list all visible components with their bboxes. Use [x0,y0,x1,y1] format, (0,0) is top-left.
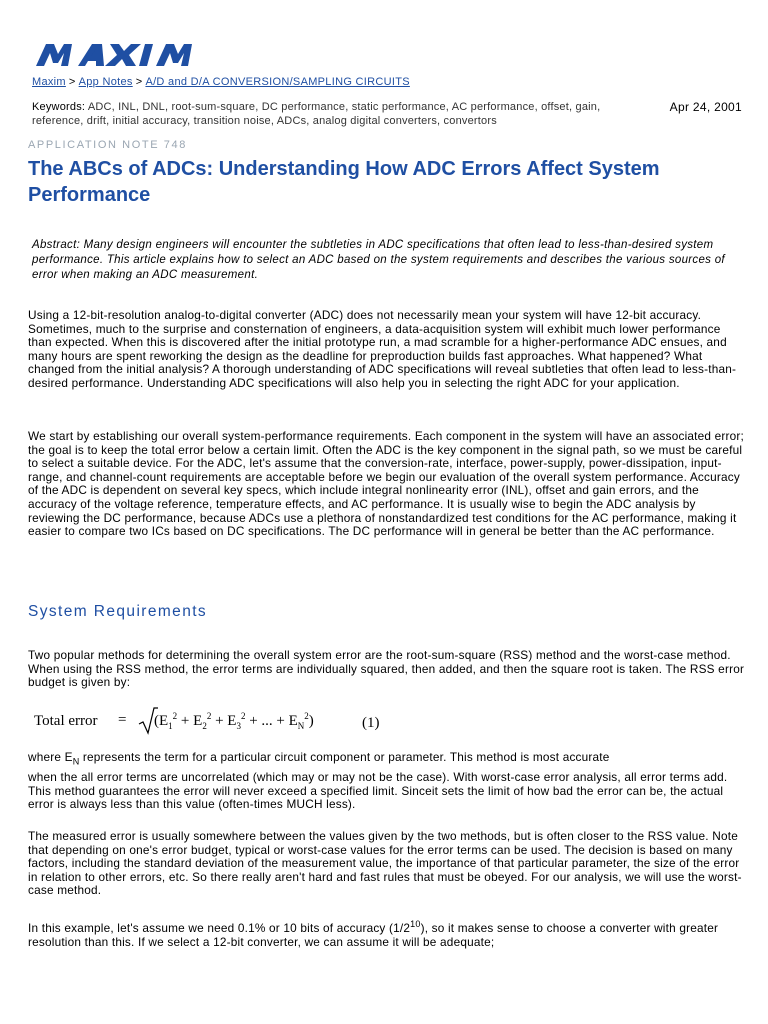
breadcrumb [32,76,410,88]
rss-equation [34,707,404,737]
page-title: The ABCs of ADCs: Understanding How ADC Errors Affect System Performance [28,158,660,206]
app-note-number: APPLICATION NOTE 748 [28,139,187,151]
breadcrumb-separator: > [68,76,76,88]
section-heading: System Requirements [28,603,208,620]
publish-date: Apr 24, 2001 [669,100,742,114]
equation-lhs: Total error [34,713,98,729]
maxim-logo-graphic [34,40,224,70]
paragraph-rss-method: Two popular methods for determining the overall system error are the root-sum-square (RSS) method and the worst-case method. When using the RSS method, the error terms are individually squared, then added, and then the square root is taken. The RSS error budget is given by: [28,648,745,690]
paragraph-system-requirements: We start by establishing our overall system-performance requirements. Each component in the system will have an associated error; the goal is to keep the total error below a certain limit. Often the ADC is the key component in the signal path, so we must be careful to select a suitable device. For the ADC, let's assume that the conversion-rate, interface, power-supply, power-dissipation, input-range, and channel-count requirements are acceptable before we begin our evaluation of the overall system performance. Accuracy of the ADC is dependent on several key specs, which include integral nonlinearity error (INL), offset and gain errors, and the accuracy of the voltage reference, temperature effects, and AC performance. It is usually wise to begin the ADC analysis by reviewing the DC performance, because ADCs use a plethora of nonstandardized test conditions for the AC performance, making it easier to compare two ICs based on DC specifications. The DC performance will in general be better than the AC performance. [28,429,745,539]
keywords-text: ADC, INL, DNL, root-sum-square, DC performance, static performance, AC performance, offset, gain, reference, drift, initial accuracy, transition noise, ADCs, analog digital converters, convertors [32,101,601,127]
breadcrumb-maxim-link[interactable]: Maxim [32,76,66,88]
breadcrumb-separator: > [135,76,143,88]
maxim-logo[interactable] [34,40,224,75]
paragraph-intro: Using a 12-bit-resolution analog-to-digital converter (ADC) does not necessarily mean your system will have 12-bit accuracy. Sometimes, much to the surprise and consternation of engineers, a data-acquisition system will exhibit much lower performance than expected. When this is discovered after the initial prototype run, a mad scramble for a higher-performance ADC ensues, and many hours are spent reworking the design as the deadline for preproduction builds fast approaches. What happened? What changed from the initial analysis? A thorough understanding of ADC specifications will reveal subtleties that often lead to less-than-desired performance. Understanding ADC specifications will also help you in selecting the right ADC for your application. [28,308,737,390]
equation-equals: = [118,712,127,728]
breadcrumb-category-link[interactable]: A/D and D/A CONVERSION/SAMPLING CIRCUITS [145,76,410,88]
paragraph-worst-case: when the all error terms are uncorrelated (which may or may not be the case). With worst-case error analysis, all error terms add. This method guarantees the error will never exceed a specified limit. Sinceit sets the limit of how bad the error can be, the actual error is always less than this value (often-times MUCH less). [28,770,728,812]
breadcrumb-app-notes-link[interactable]: App Notes [78,76,133,88]
paragraph-example: In this example, let's assume we need 0.1% or 10 bits of accuracy $(1/2^{10})$, so it makes sense to choose a converter with greater resolution than this. If we select a 12-bit converter, we can assume it will be adequate; [28,919,719,949]
keywords [32,100,632,128]
equation-number: (1) [362,715,380,731]
paragraph-measured-error: The measured error is usually somewhere between the values given by the two methods, but is often closer to the RSS value. Note that depending on one's error budget, typical or worst-case values for the error terms can be used. The decision is based on many factors, including the standard deviation of the measurement value, the importance of that particular parameter, the size of the error in relation to other errors, etc. So there really aren't hard and fast rules that must be obeyed. For our analysis, we will use the worst-case method. [28,829,742,898]
paragraph-en-definition-line: where $E_N$ represents the term for a particular circuit component or parameter. This method is most accurate [28,750,610,767]
equation-terms: ($E_1^2 + E_2^2 + E_3^2$ + ... + $E_N^2$) [154,711,314,731]
keywords-label: Keywords: [32,101,86,113]
abstract: Abstract: Many design engineers will encounter the subtleties in ADC specifications that often lead to less-than-desired system performance. This article explains how to select an ADC based on the system requirements and describes the various sources of error when making an ADC measurement. [32,239,725,281]
